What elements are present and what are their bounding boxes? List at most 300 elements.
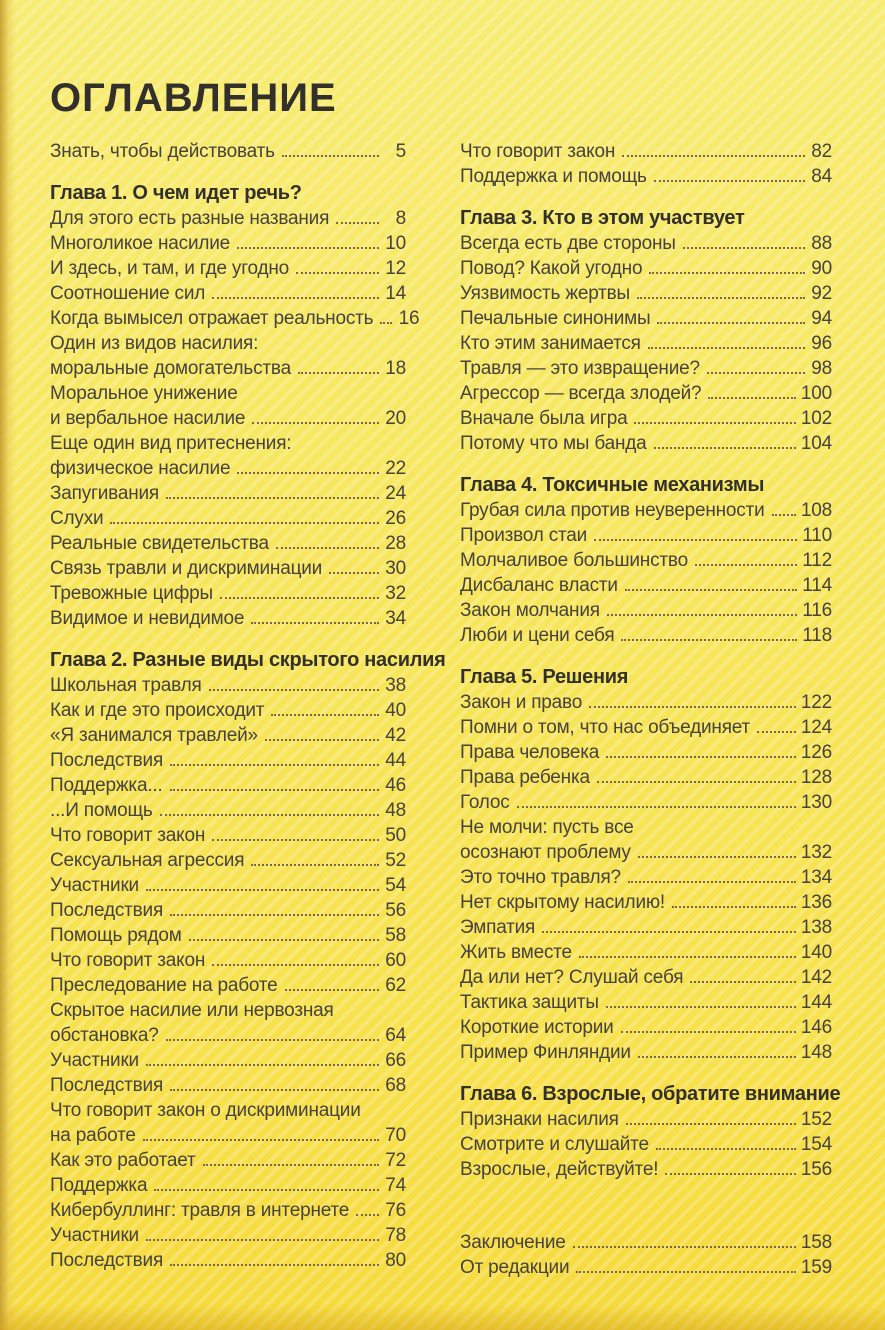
entry-label: осознают проблему (460, 842, 631, 863)
entry-label: и вербальное насилие (50, 408, 246, 429)
entry-page-number: 128 (800, 767, 832, 788)
dotted-leader (251, 622, 379, 624)
toc-entry-line (50, 381, 406, 406)
toc-entry-line (460, 790, 832, 815)
entry-page-number: 56 (385, 900, 406, 921)
entry-page-number: 124 (800, 717, 832, 738)
toc-entry-line (460, 573, 832, 598)
entry-label: Молчаливое большинство (460, 550, 688, 571)
chapter-heading: Глава 1. О чем идет речь? (50, 182, 302, 204)
toc-entry-line (50, 723, 406, 748)
toc-entry (50, 898, 406, 923)
toc-group (50, 139, 406, 164)
entry-page-number: 158 (800, 1232, 832, 1253)
toc-entry (460, 523, 832, 548)
entry-page-number: 110 (802, 525, 832, 546)
toc-entry-line (460, 715, 832, 740)
toc-group (50, 181, 420, 631)
entry-label: Один из видов насилия: (50, 333, 259, 354)
entry-page-number: 64 (385, 1025, 406, 1046)
toc-entry (50, 531, 406, 556)
dotted-leader (542, 931, 796, 933)
entry-label: Когда вымысел отражает реальность (50, 308, 374, 329)
entry-label: физическое насилие (50, 458, 231, 479)
entry-page-number: 26 (385, 508, 406, 529)
toc-column-left-groups (50, 139, 446, 1273)
dotted-leader (212, 297, 379, 299)
entry-page-number: 50 (385, 825, 406, 846)
toc-entry (50, 481, 406, 506)
toc-entry (460, 573, 832, 598)
toc-entry-line (460, 281, 832, 306)
entry-label: Многоликое насилие (50, 233, 231, 254)
entry-label: Заключение (460, 1232, 566, 1253)
toc-entry (460, 1132, 832, 1157)
toc-entry-line (460, 381, 832, 406)
entry-label: Пример Финляндии (460, 1042, 631, 1063)
toc-entry-line (460, 231, 832, 256)
entry-label: Да или нет? Слушай себя (460, 967, 684, 988)
entry-label: Вначале была игра (460, 408, 628, 429)
dotted-leader (170, 914, 379, 916)
toc-entry-line (460, 1157, 832, 1182)
dotted-leader (589, 706, 796, 708)
dotted-leader (252, 422, 379, 424)
entry-label: Последствия (50, 1075, 164, 1096)
toc-entry-line (50, 798, 406, 823)
dotted-leader (707, 372, 805, 374)
entry-page-number: 94 (811, 308, 832, 329)
entry-page-number: 144 (800, 992, 832, 1013)
entry-label: Помни о том, что нас объединяет (460, 717, 751, 738)
entry-label: И здесь, и там, и где угодно (50, 258, 290, 279)
toc-entry (460, 331, 832, 356)
entry-label: Соотношение сил (50, 283, 206, 304)
toc-entry-line (50, 356, 406, 381)
chapter-heading: Глава 2. Разные виды скрытого насилия (50, 649, 446, 671)
toc-entry-line (50, 456, 406, 481)
toc-entry-line (50, 431, 406, 456)
toc-entry-line (50, 823, 406, 848)
toc-entry (460, 1040, 832, 1065)
entry-page-number: 82 (811, 141, 832, 162)
toc-group (460, 206, 832, 456)
toc-entry (460, 815, 832, 865)
entry-label: Признаки насилия (460, 1109, 619, 1130)
entry-page-number: 52 (385, 850, 406, 871)
toc-entry (460, 690, 832, 715)
entry-label: на работе (50, 1125, 136, 1146)
toc-entry (460, 256, 832, 281)
entry-label: обстановка? (50, 1025, 159, 1046)
chapter-heading: Глава 6. Взрослые, обратите внимание (460, 1083, 841, 1105)
entry-page-number: 88 (811, 233, 832, 254)
toc-entry-line (460, 331, 832, 356)
toc-entry (50, 1148, 406, 1173)
entry-label: Не молчи: пусть все (460, 817, 634, 838)
entry-page-number: 8 (395, 208, 406, 229)
toc-entry-line (460, 598, 832, 623)
entry-label: Короткие истории (460, 1017, 614, 1038)
dotted-leader (648, 347, 805, 349)
toc-entry-line (460, 840, 832, 865)
toc-entry-line (50, 331, 406, 356)
toc-entry (50, 139, 406, 164)
toc-entry-line (460, 940, 832, 965)
toc-entry (50, 748, 406, 773)
toc-entry (50, 281, 406, 306)
entry-page-number: 104 (800, 433, 832, 454)
dotted-leader (146, 889, 379, 891)
dotted-leader (606, 1006, 796, 1008)
toc-entry-line (460, 1107, 832, 1132)
dotted-leader (656, 1148, 796, 1150)
toc-group (460, 139, 832, 189)
toc-entry-line (50, 1148, 406, 1173)
toc-entry (50, 506, 406, 531)
toc-entry (50, 998, 406, 1048)
dotted-leader (220, 597, 379, 599)
entry-page-number: 98 (811, 358, 832, 379)
entry-page-number: 134 (800, 867, 832, 888)
dotted-leader (170, 764, 379, 766)
entry-page-number: 114 (802, 575, 832, 596)
toc-entry-line (460, 690, 832, 715)
entry-page-number: 34 (385, 608, 406, 629)
dotted-leader (628, 881, 796, 883)
dotted-leader (573, 1246, 796, 1248)
entry-page-number: 112 (802, 550, 832, 571)
dotted-leader (690, 981, 796, 983)
toc-entry-line (50, 1098, 406, 1123)
entry-label: Жить вместе (460, 942, 572, 963)
toc-entry-line (460, 1132, 832, 1157)
entry-page-number: 154 (800, 1134, 832, 1155)
entry-label: Моральное унижение (50, 383, 238, 404)
toc-entry-line (50, 556, 406, 581)
entry-label: Тактика защиты (460, 992, 599, 1013)
toc-entry-line (50, 531, 406, 556)
toc-entry (50, 1173, 406, 1198)
dotted-leader (380, 322, 392, 324)
entry-page-number: 48 (385, 800, 406, 821)
toc-entry (460, 1015, 832, 1040)
toc-entry-line (460, 965, 832, 990)
toc-entry-line (50, 873, 406, 898)
toc-entry-line (50, 923, 406, 948)
entry-page-number: 152 (800, 1109, 832, 1130)
toc-entry-line (50, 1048, 406, 1073)
toc-entry-line (50, 481, 406, 506)
entry-label: Помощь рядом (50, 925, 182, 946)
dotted-leader (517, 806, 796, 808)
toc-entry-line (460, 765, 832, 790)
dotted-leader (276, 547, 379, 549)
entry-label: Права ребенка (460, 767, 590, 788)
dotted-leader (672, 906, 796, 908)
toc-entry-line (50, 898, 406, 923)
toc-entry-line (50, 848, 406, 873)
toc-entry (460, 1107, 832, 1132)
dotted-leader (160, 814, 379, 816)
dotted-leader (189, 939, 379, 941)
entry-label: Взрослые, действуйте! (460, 1159, 659, 1180)
dotted-leader (649, 272, 805, 274)
entry-page-number: 68 (385, 1075, 406, 1096)
page-title: ОГЛАВЛЕНИЕ (50, 76, 337, 120)
entry-page-number: 5 (395, 141, 406, 162)
entry-label: Закон и право (460, 692, 583, 713)
toc-entry-line (460, 990, 832, 1015)
toc-entry (50, 848, 406, 873)
dotted-leader (638, 1056, 796, 1058)
dotted-leader (237, 472, 379, 474)
dotted-leader (621, 1031, 796, 1033)
toc-entry (50, 1198, 406, 1223)
dotted-leader (625, 589, 797, 591)
entry-page-number: 30 (385, 558, 406, 579)
dotted-leader (212, 839, 379, 841)
dotted-leader (757, 731, 796, 733)
entry-label: Грубая сила против неуверенности (460, 500, 765, 521)
toc-entry (460, 623, 832, 648)
entry-label: Поддержка (50, 1175, 148, 1196)
dotted-leader (237, 247, 379, 249)
dotted-leader (654, 447, 796, 449)
dotted-leader (336, 222, 379, 224)
entry-page-number: 18 (385, 358, 406, 379)
toc-entry (460, 940, 832, 965)
toc-entry-line (460, 1015, 832, 1040)
toc-entry (460, 865, 832, 890)
toc-entry (50, 973, 406, 998)
entry-label: Реальные свидетельства (50, 533, 269, 554)
toc-entry (50, 823, 406, 848)
toc-entry (50, 1073, 406, 1098)
entry-label: Что говорит закон (460, 141, 616, 162)
dotted-leader (695, 564, 797, 566)
entry-page-number: 10 (385, 233, 406, 254)
entry-label: ...И помощь (50, 800, 153, 821)
dotted-leader (683, 247, 805, 249)
toc-entry (50, 798, 406, 823)
entry-label: Школьная травля (50, 675, 202, 696)
dotted-leader (607, 614, 797, 616)
toc-entry-line (460, 1230, 832, 1255)
toc-entry (50, 256, 406, 281)
toc-entry (50, 923, 406, 948)
entry-page-number: 140 (800, 942, 832, 963)
toc-entry-line (460, 1255, 832, 1280)
toc-entry (460, 715, 832, 740)
entry-page-number: 22 (385, 458, 406, 479)
entry-page-number: 74 (385, 1175, 406, 1196)
entry-label: Права человека (460, 742, 600, 763)
dotted-leader (154, 1189, 379, 1191)
entry-label: Поддержка и помощь (460, 166, 647, 187)
toc-entry (460, 915, 832, 940)
toc-entry-line (50, 1198, 406, 1223)
toc-entry (50, 873, 406, 898)
entry-label: Закон молчания (460, 600, 600, 621)
entry-label: Последствия (50, 750, 164, 771)
dotted-leader (251, 864, 379, 866)
toc-entry (50, 673, 406, 698)
entry-label: Произвол стаи (460, 525, 588, 546)
dotted-leader (271, 714, 379, 716)
entry-page-number: 122 (800, 692, 832, 713)
toc-entry (460, 406, 832, 431)
toc-entry-line (50, 1223, 406, 1248)
toc-entry-line (460, 306, 832, 331)
entry-label: Печальные синонимы (460, 308, 651, 329)
toc-entry-line (460, 865, 832, 890)
toc-entry (460, 548, 832, 573)
toc-entry (460, 431, 832, 456)
toc-entry-line (460, 256, 832, 281)
toc-entry (50, 431, 406, 481)
entry-label: Кибербуллинг: травля в интернете (50, 1200, 350, 1221)
dotted-leader (110, 522, 379, 524)
toc-entry-line (460, 548, 832, 573)
dotted-leader (657, 322, 805, 324)
toc-entry-line (460, 623, 832, 648)
entry-page-number: 156 (800, 1159, 832, 1180)
entry-label: Скрытое насилие или нервозная (50, 1000, 334, 1021)
toc-page (50, 75, 840, 1280)
entry-label: Как это работает (50, 1150, 196, 1171)
entry-page-number: 90 (811, 258, 832, 279)
entry-page-number: 96 (811, 333, 832, 354)
entry-page-number: 118 (802, 625, 832, 646)
entry-label: Кто этим занимается (460, 333, 641, 354)
dotted-leader (356, 1214, 379, 1216)
toc-entry-line (50, 1173, 406, 1198)
entry-page-number: 80 (385, 1250, 406, 1271)
toc-entry (460, 740, 832, 765)
toc-entry-line (460, 740, 832, 765)
entry-label: Еще один вид притеснения: (50, 433, 292, 454)
entry-page-number: 28 (385, 533, 406, 554)
toc-group (460, 1082, 841, 1182)
entry-page-number: 32 (385, 583, 406, 604)
entry-label: Связь травли и дискриминации (50, 558, 323, 579)
entry-label: Сексуальная агрессия (50, 850, 245, 871)
dotted-leader (170, 1089, 379, 1091)
dotted-leader (606, 756, 796, 758)
entry-page-number: 84 (811, 166, 832, 187)
toc-entry-line (50, 748, 406, 773)
entry-page-number: 66 (385, 1050, 406, 1071)
toc-entry (460, 139, 832, 164)
dotted-leader (166, 1039, 379, 1041)
page-bottom-edge-shading (0, 1304, 885, 1330)
dotted-leader (265, 739, 379, 741)
dotted-leader (576, 1271, 796, 1273)
entry-page-number: 46 (385, 775, 406, 796)
entry-label: «Я занимался травлей» (50, 725, 258, 746)
dotted-leader (579, 956, 796, 958)
toc-group (460, 1230, 832, 1280)
toc-entry-line (50, 606, 406, 631)
toc-group (460, 473, 832, 648)
toc-entry-line (50, 256, 406, 281)
toc-entry-line (50, 581, 406, 606)
entry-page-number: 78 (385, 1225, 406, 1246)
toc-entry (460, 598, 832, 623)
entry-page-number: 142 (800, 967, 832, 988)
dotted-leader (621, 639, 797, 641)
toc-column-left (50, 75, 446, 1280)
entry-page-number: 72 (385, 1150, 406, 1171)
dotted-leader (146, 1239, 379, 1241)
entry-label: Поддержка... (50, 775, 163, 796)
toc-group (460, 665, 832, 1065)
toc-entry-line (460, 1040, 832, 1065)
entry-page-number: 62 (385, 975, 406, 996)
toc-entry (50, 206, 406, 231)
toc-entry (50, 1248, 406, 1273)
toc-group (50, 648, 446, 1273)
entry-page-number: 38 (385, 675, 406, 696)
toc-entry (50, 1048, 406, 1073)
entry-label: Повод? Какой угодно (460, 258, 643, 279)
toc-entry-line (460, 406, 832, 431)
toc-entry (50, 723, 406, 748)
dotted-leader (146, 1064, 379, 1066)
toc-entry (460, 281, 832, 306)
entry-label: Люби и цени себя (460, 625, 615, 646)
dotted-leader (626, 1123, 796, 1125)
toc-entry (50, 773, 406, 798)
toc-entry-line (50, 231, 406, 256)
entry-page-number: 148 (800, 1042, 832, 1063)
entry-label: Участники (50, 875, 139, 896)
dotted-leader (634, 422, 795, 424)
entry-label: Преследование на работе (50, 975, 278, 996)
dotted-leader (170, 789, 379, 791)
dotted-leader (597, 781, 796, 783)
entry-page-number: 60 (385, 950, 406, 971)
toc-entry-line (50, 1023, 406, 1048)
entry-label: Что говорит закон (50, 950, 206, 971)
entry-label: Что говорит закон о дискриминации (50, 1100, 361, 1121)
toc-entry-line (460, 890, 832, 915)
entry-page-number: 54 (385, 875, 406, 896)
toc-entry-line (50, 1248, 406, 1273)
entry-label: Участники (50, 1050, 139, 1071)
entry-label: Голос (460, 792, 510, 813)
toc-entry-line (460, 523, 832, 548)
toc-entry (50, 581, 406, 606)
toc-entry-line (50, 406, 406, 431)
entry-page-number: 24 (385, 483, 406, 504)
toc-entry (50, 1223, 406, 1248)
entry-label: Тревожные цифры (50, 583, 213, 604)
dotted-leader (298, 372, 379, 374)
toc-entry (460, 306, 832, 331)
dotted-leader (143, 1139, 379, 1141)
entry-label: Уязвимость жертвы (460, 283, 630, 304)
toc-entry (460, 164, 832, 189)
entry-label: Знать, чтобы действовать (50, 141, 275, 162)
entry-page-number: 92 (811, 283, 832, 304)
entry-label: Агрессор — всегда злодей? (460, 383, 702, 404)
entry-page-number: 70 (385, 1125, 406, 1146)
toc-entry (460, 1255, 832, 1280)
entry-label: Запугивания (50, 483, 160, 504)
entry-page-number: 42 (385, 725, 406, 746)
